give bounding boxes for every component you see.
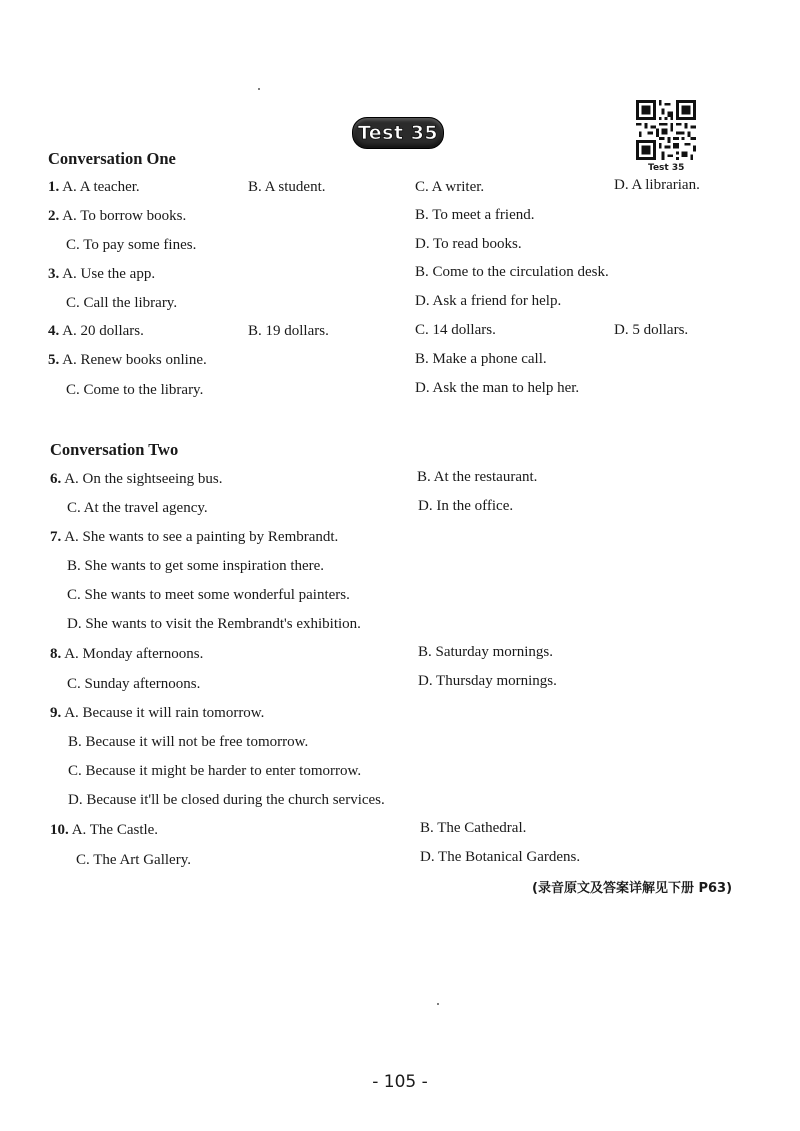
question-number: 7. <box>50 529 62 545</box>
option-c: C. Call the library. <box>66 295 178 311</box>
scan-speck <box>437 1003 439 1005</box>
question-row <box>50 822 158 839</box>
option-c: C. At the travel agency. <box>67 500 208 516</box>
question-row <box>48 323 144 340</box>
option-a: A. To borrow books. <box>62 208 187 224</box>
option-c: C. The Art Gallery. <box>76 852 191 868</box>
option-d: D. The Botanical Gardens. <box>420 849 581 865</box>
question-number: 4. <box>48 323 60 339</box>
option-d: D. 5 dollars. <box>614 322 689 338</box>
option-a: A. On the sightseeing bus. <box>64 471 223 487</box>
option-b: B. Make a phone call. <box>415 351 547 367</box>
option-c: C. A writer. <box>415 179 485 195</box>
option-d: D. Ask a friend for help. <box>415 293 562 309</box>
option-c: C. Because it might be harder to enter tomorrow. <box>68 763 362 779</box>
option-d: D. To read books. <box>415 236 522 252</box>
question-row <box>48 352 207 369</box>
question-number: 9. <box>50 705 62 721</box>
question-row <box>50 471 223 488</box>
question-number: 2. <box>48 208 60 224</box>
option-d: D. Ask the man to help her. <box>415 380 580 396</box>
option-a: A. 20 dollars. <box>62 323 144 339</box>
page-number: - 105 - <box>372 1072 428 1092</box>
question-row <box>48 179 140 196</box>
option-d: D. In the office. <box>418 498 514 514</box>
option-a: A. Monday afternoons. <box>64 646 204 662</box>
option-a: A. Because it will rain tomorrow. <box>64 705 265 721</box>
question-number: 5. <box>48 352 60 368</box>
scan-speck <box>258 88 260 90</box>
option-b: B. Saturday mornings. <box>418 644 553 660</box>
option-b: B. She wants to get some inspiration there. <box>67 558 325 574</box>
question-row <box>50 705 264 722</box>
option-c: C. To pay some fines. <box>66 237 197 253</box>
option-d: D. Because it'll be closed during the church services. <box>68 792 385 808</box>
question-number: 6. <box>50 471 62 487</box>
option-b: B. A student. <box>248 179 326 195</box>
option-b: B. Come to the circulation desk. <box>415 264 609 280</box>
option-b: B. Because it will not be free tomorrow. <box>68 734 309 750</box>
qr-label: Test 35 <box>648 163 685 173</box>
option-b: B. At the restaurant. <box>417 469 538 485</box>
question-row <box>48 266 155 283</box>
option-b: B. To meet a friend. <box>415 207 535 223</box>
option-c: C. 14 dollars. <box>415 322 496 338</box>
option-a: A. Use the app. <box>62 266 156 282</box>
option-d: D. A librarian. <box>614 177 700 193</box>
question-number: 3. <box>48 266 60 282</box>
option-a: A. She wants to see a painting by Rembrandt. <box>64 529 339 545</box>
qr-code[interactable] <box>636 100 696 160</box>
option-a: A. The Castle. <box>71 822 159 838</box>
question-row <box>50 529 338 546</box>
option-c: C. She wants to meet some wonderful painters. <box>67 587 350 603</box>
option-c: C. Come to the library. <box>66 382 204 398</box>
option-d: D. Thursday mornings. <box>418 673 557 689</box>
section-title-conversation-two: Conversation Two <box>50 440 179 459</box>
question-row <box>48 208 186 225</box>
option-b: B. 19 dollars. <box>248 323 329 339</box>
test-title-badge: Test 35 <box>352 117 444 149</box>
answer-reference-note: (录音原文及答案详解见下册 P63) <box>532 881 733 896</box>
option-d: D. She wants to visit the Rembrandt's exhibition. <box>67 616 361 632</box>
option-a: A. A teacher. <box>62 179 140 195</box>
option-b: B. The Cathedral. <box>420 820 527 836</box>
section-title-conversation-one: Conversation One <box>48 149 176 168</box>
option-c: C. Sunday afternoons. <box>67 676 201 692</box>
question-number: 1. <box>48 179 60 195</box>
question-number: 8. <box>50 646 62 662</box>
question-number: 10. <box>50 822 69 838</box>
option-a: A. Renew books online. <box>62 352 207 368</box>
question-row <box>50 646 203 663</box>
